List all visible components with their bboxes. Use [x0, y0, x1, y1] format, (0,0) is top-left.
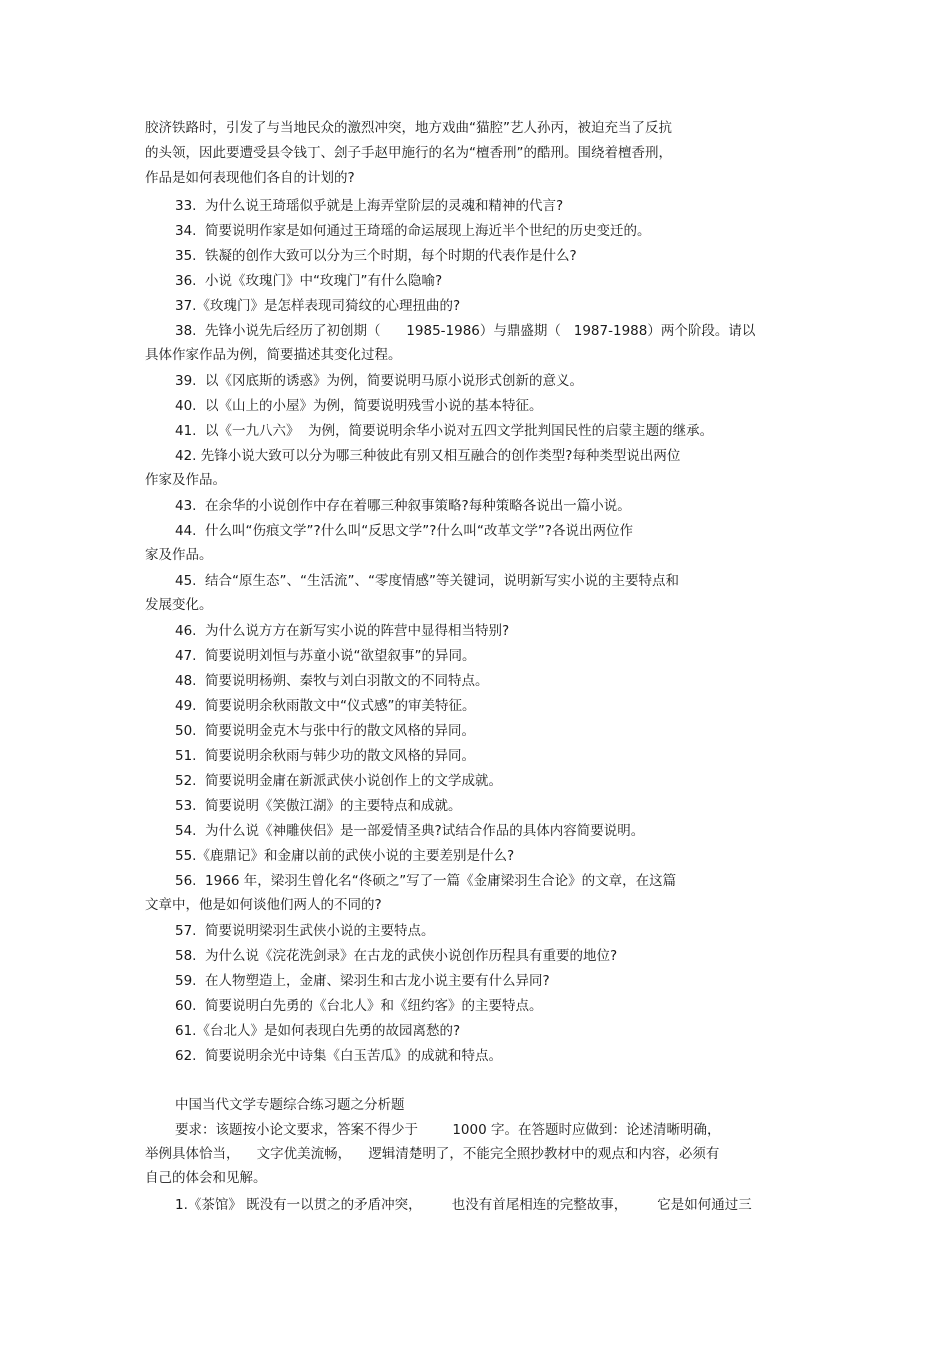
- question-56: 56. 1966 年，梁羽生曾化名“佟硕之”写了一篇《金庸梁羽生合论》的文章，在这篇: [175, 873, 677, 889]
- paragraph-line: 的头领，因此要遭受县令钱丁、刽子手赵甲施行的名为“檀香刑”的酷刑。围绕着檀香刑，: [145, 145, 672, 161]
- question-39: 39. 以《冈底斯的诱惑》为例，简要说明马原小说形式创新的意义。: [175, 373, 584, 389]
- question-50: 50. 简要说明金克木与张中行的散文风格的异同。: [175, 723, 476, 739]
- question-54: 54. 为什么说《神雕侠侣》是一部爱情圣典?试结合作品的具体内容简要说明。: [175, 823, 645, 839]
- question-49: 49. 简要说明余秋雨散文中“仪式感”的审美特征。: [175, 698, 476, 714]
- question-57: 57. 简要说明梁羽生武侠小说的主要特点。: [175, 923, 435, 939]
- requirements-line: 自己的体会和见解。: [145, 1170, 267, 1186]
- question-40: 40. 以《山上的小屋》为例，简要说明残雪小说的基本特征。: [175, 398, 543, 414]
- question-42-continued: 作家及作品。: [145, 472, 226, 488]
- paragraph-line: 胶济铁路时，引发了与当地民众的激烈冲突，地方戏曲“猫腔”艺人孙丙，被迫充当了反抗: [145, 120, 672, 136]
- question-60: 60. 简要说明白先勇的《台北人》和《纽约客》的主要特点。: [175, 998, 543, 1014]
- question-52: 52. 简要说明金庸在新派武侠小说创作上的文学成就。: [175, 773, 503, 789]
- requirements-line: 举例具体恰当， 文字优美流畅， 逻辑清楚明了，不能完全照抄教材中的观点和内容，必须有: [145, 1146, 720, 1162]
- question-56-continued: 文章中，他是如何谈他们两人的不同的?: [145, 897, 382, 913]
- question-44: 44. 什么叫“伤痕文学”?什么叫“反思文学”?什么叫“改革文学”?各说出两位作: [175, 523, 634, 539]
- question-58: 58. 为什么说《浣花洗剑录》在古龙的武侠小说创作历程具有重要的地位?: [175, 948, 618, 964]
- question-33: 33. 为什么说王琦瑶似乎就是上海弄堂阶层的灵魂和精神的代言?: [175, 198, 564, 214]
- question-44-continued: 家及作品。: [145, 547, 213, 563]
- question-53: 53. 简要说明《笑傲江湖》的主要特点和成就。: [175, 798, 462, 814]
- question-38-continued: 具体作家作品为例，简要描述其变化过程。: [145, 347, 402, 363]
- question-41: 41. 以《一九八六》 为例，简要说明余华小说对五四文学批判国民性的启蒙主题的继承。: [175, 423, 714, 439]
- question-45: 45. 结合“原生态”、“生活流”、“零度情感”等关键词，说明新写实小说的主要特点和: [175, 573, 680, 589]
- question-48: 48. 简要说明杨朔、秦牧与刘白羽散文的不同特点。: [175, 673, 489, 689]
- question-55: 55.《鹿鼎记》和金庸以前的武侠小说的主要差别是什么?: [175, 848, 515, 864]
- question-35: 35. 铁凝的创作大致可以分为三个时期，每个时期的代表作是什么?: [175, 248, 577, 264]
- section-heading: 中国当代文学专题综合练习题之分析题: [175, 1097, 405, 1113]
- analysis-question-1: 1.《茶馆》 既没有一以贯之的矛盾冲突， 也没有首尾相连的完整故事， 它是如何通过三: [175, 1197, 752, 1213]
- question-36: 36. 小说《玫瑰门》中“玫瑰门”有什么隐喻?: [175, 273, 443, 289]
- question-62: 62. 简要说明余光中诗集《白玉苦瓜》的成就和特点。: [175, 1048, 503, 1064]
- question-43: 43. 在余华的小说创作中存在着哪三种叙事策略?每种策略各说出一篇小说。: [175, 498, 631, 514]
- question-45-continued: 发展变化。: [145, 597, 213, 613]
- question-34: 34. 简要说明作家是如何通过王琦瑶的命运展现上海近半个世纪的历史变迁的。: [175, 223, 651, 239]
- requirements-line: 要求：该题按小论文要求，答案不得少于 1000 字。在答题时应做到：论述清晰明确，: [175, 1122, 721, 1138]
- question-42: 42. 先锋小说大致可以分为哪三种彼此有别又相互融合的创作类型?每种类型说出两位: [175, 448, 681, 464]
- question-46: 46. 为什么说方方在新写实小说的阵营中显得相当特别?: [175, 623, 510, 639]
- question-61: 61.《台北人》是如何表现白先勇的故园离愁的?: [175, 1023, 461, 1039]
- question-47: 47. 简要说明刘恒与苏童小说“欲望叙事”的异同。: [175, 648, 476, 664]
- paragraph-line: 作品是如何表现他们各自的计划的?: [145, 170, 355, 186]
- question-38: 38. 先锋小说先后经历了初创期（ 1985-1986）与鼎盛期（ 1987-1988）两个阶段。请以: [175, 323, 756, 339]
- question-59: 59. 在人物塑造上，金庸、梁羽生和古龙小说主要有什么异同?: [175, 973, 550, 989]
- question-51: 51. 简要说明余秋雨与韩少功的散文风格的异同。: [175, 748, 476, 764]
- question-37: 37.《玫瑰门》是怎样表现司猗纹的心理扭曲的?: [175, 298, 461, 314]
